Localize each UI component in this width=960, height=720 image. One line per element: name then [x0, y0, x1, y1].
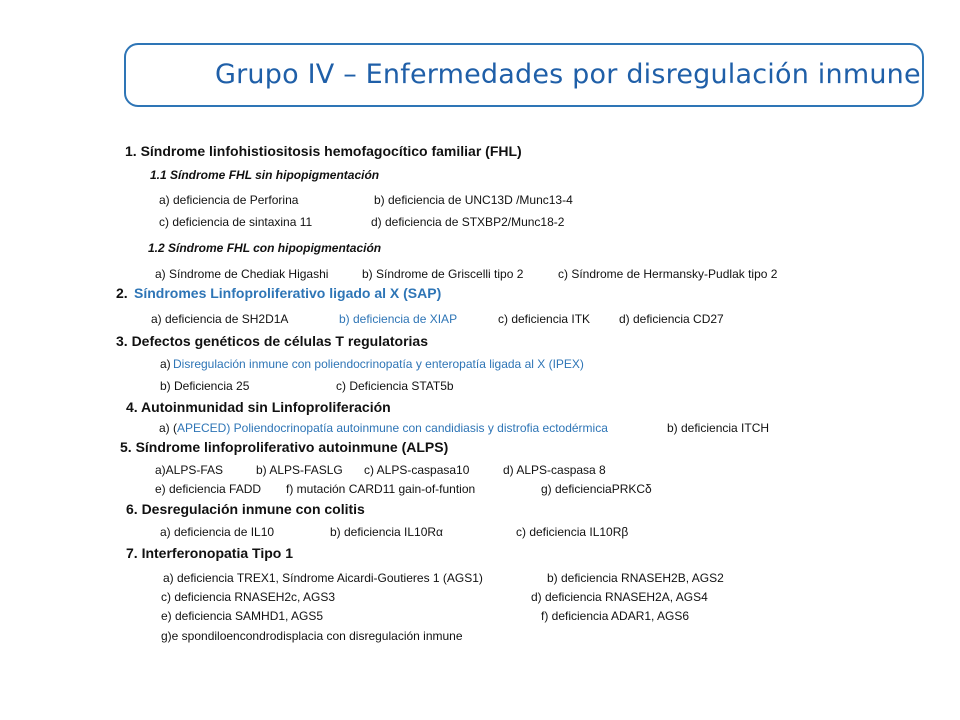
item-card11: f) mutación CARD11 gain-of-funtion — [286, 482, 476, 496]
item-unc13d: b) deficiencia de UNC13D /Munc13-4 — [374, 193, 573, 207]
item-ipex-prefix: a) — [160, 357, 171, 371]
item-stxbp2: d) deficiencia de STXBP2/Munc18-2 — [371, 215, 565, 229]
section-2-heading: Síndromes Linfoproliferativo ligado al X (SAP) — [134, 285, 442, 301]
item-samhd1: e) deficiencia SAMHD1, AGS5 — [161, 609, 324, 623]
item-hermansky: c) Síndrome de Hermansky-Pudlak tipo 2 — [558, 267, 778, 281]
section-7-heading: 7. Interferonopatia Tipo 1 — [126, 545, 293, 561]
item-sh2d1a: a) deficiencia de SH2D1A — [151, 312, 289, 326]
item-il10rb: c) deficiencia IL10Rβ — [516, 525, 629, 539]
section-2-number: 2. — [116, 285, 128, 301]
item-xiap: b) deficiencia de XIAP — [339, 312, 458, 326]
item-alps-caspasa10: c) ALPS-caspasa10 — [364, 463, 470, 477]
item-prkcd: g) deficienciaPRKCδ — [541, 482, 652, 496]
item-deficiencia-25: b) Deficiencia 25 — [160, 379, 250, 393]
item-il10ra: b) deficiencia IL10Rα — [330, 525, 443, 539]
section-5-heading: 5. Síndrome linfoproliferativo autoinmune (ALPS) — [120, 439, 449, 455]
item-trex1: a) deficiencia TREX1, Síndrome Aicardi-Goutieres 1 (AGS1) — [163, 571, 483, 585]
item-chediak: a) Síndrome de Chediak Higashi — [155, 267, 329, 281]
section-1-1-subheading: 1.1 Síndrome FHL sin hipopigmentación — [150, 168, 380, 182]
section-3-heading: 3. Defectos genéticos de células T regulatorias — [116, 333, 428, 349]
item-sintaxina: c) deficiencia de sintaxina 11 — [159, 215, 313, 229]
item-apeced-prefix: a) ( — [159, 421, 177, 435]
item-griscelli: b) Síndrome de Griscelli tipo 2 — [362, 267, 524, 281]
item-stat5b: c) Deficiencia STAT5b — [336, 379, 454, 393]
item-cd27: d) deficiencia CD27 — [619, 312, 724, 326]
section-6-heading: 6. Desregulación inmune con colitis — [126, 501, 365, 517]
section-1-2-subheading: 1.2 Síndrome FHL con hipopigmentación — [148, 241, 382, 255]
page-title: Grupo IV – Enfermedades por disregulación inmune — [215, 59, 921, 90]
item-alps-faslg: b) ALPS-FASLG — [256, 463, 343, 477]
item-alps-fas: a)ALPS-FAS — [155, 463, 224, 477]
section-1-heading: 1. Síndrome linfohistiositosis hemofagocítico familiar (FHL) — [125, 143, 522, 159]
item-spondilo: g)e spondiloencondrodisplacia con disregulación inmune — [161, 629, 463, 643]
item-itch: b) deficiencia ITCH — [667, 421, 770, 435]
section-4-heading: 4. Autoinmunidad sin Linfoproliferación — [126, 399, 391, 415]
item-alps-caspasa8: d) ALPS-caspasa 8 — [503, 463, 606, 477]
item-perforina: a) deficiencia de Perforina — [159, 193, 299, 207]
item-fadd: e) deficiencia FADD — [155, 482, 262, 496]
item-rnaseh2c: c) deficiencia RNASEH2c, AGS3 — [161, 590, 336, 604]
item-il10: a) deficiencia de IL10 — [160, 525, 275, 539]
item-adar1: f) deficiencia ADAR1, AGS6 — [541, 609, 690, 623]
item-itk: c) deficiencia ITK — [498, 312, 591, 326]
item-apeced: APECED) Poliendocrinopatía autoinmune con candidiasis y distrofia ectodérmica — [177, 421, 608, 435]
item-rnaseh2a: d) deficiencia RNASEH2A, AGS4 — [531, 590, 708, 604]
item-rnaseh2b: b) deficiencia RNASEH2B, AGS2 — [547, 571, 724, 585]
item-ipex: Disregulación inmune con poliendocrinopatía y enteropatía ligada al X (IPEX) — [173, 357, 584, 371]
